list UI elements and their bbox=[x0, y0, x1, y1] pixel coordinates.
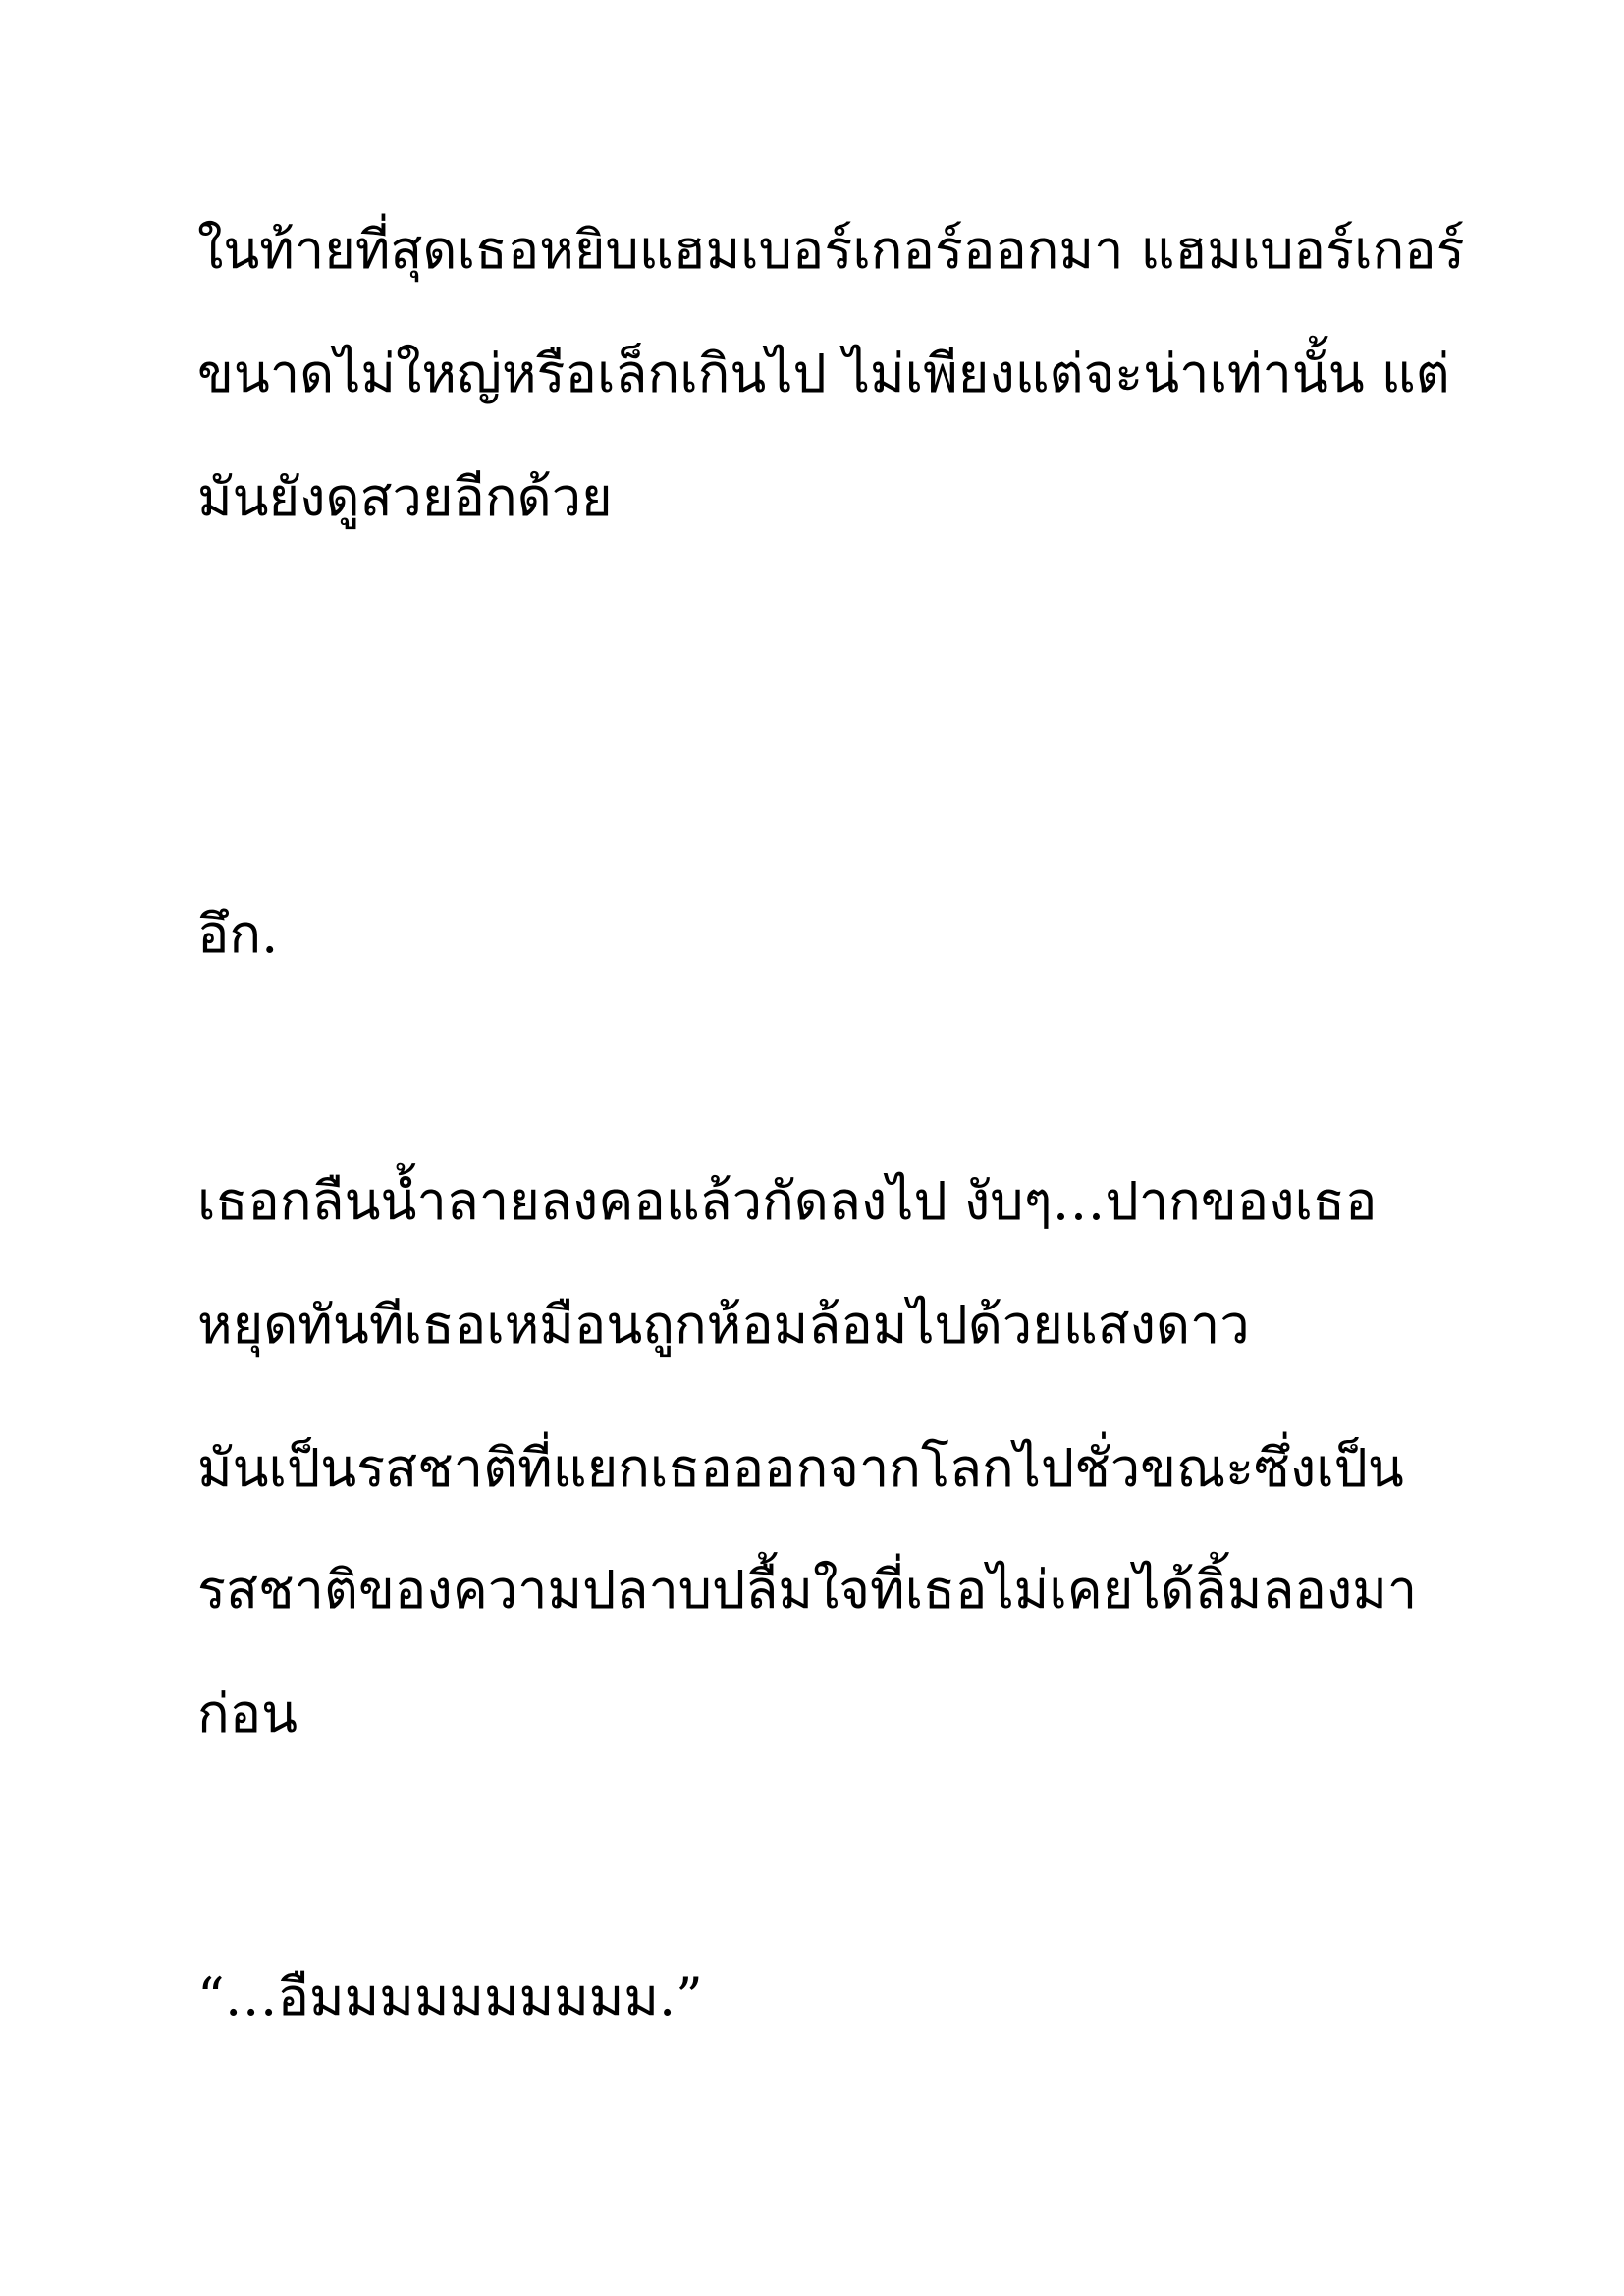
paragraph-3-line-2: หยุดทันทีเธอเหมือนถูกห้อมล้อมไปด้วยแสงดาว bbox=[197, 1294, 1250, 1356]
paragraph-4: “…อืมมมมมมมมมม.” bbox=[197, 1966, 703, 2028]
paragraph-2: อึก. bbox=[197, 903, 279, 965]
paragraph-1-line-3: มันยังดูสวยอีกด้วย bbox=[197, 466, 613, 528]
paragraph-1-line-1: ในท้ายที่สุดเธอหยิบแฮมเบอร์เกอร์ออกมา แฮมเบอร์เกอร์ bbox=[197, 219, 1465, 281]
paragraph-3-line-3: มันเป็นรสชาติที่แยกเธอออกจากโลกไปชั่วขณะซึ่งเป็น bbox=[197, 1437, 1404, 1499]
paragraph-3-line-4: รสชาติของความปลาบปลื้มใจที่เธอไม่เคยได้ลิ้มลองมา bbox=[197, 1559, 1418, 1621]
paragraph-3-line-1: เธอกลืนน้ำลายลงคอแล้วกัดลงไป งับๆ…ปากของเธอ bbox=[197, 1170, 1378, 1232]
paragraph-3-line-5: ก่อน bbox=[197, 1682, 298, 1744]
paragraph-1-line-2: ขนาดไม่ใหญ่หรือเล็กเกินไป ไม่เพียงแต่จะน่าเท่านั้น แต่ bbox=[197, 343, 1450, 404]
